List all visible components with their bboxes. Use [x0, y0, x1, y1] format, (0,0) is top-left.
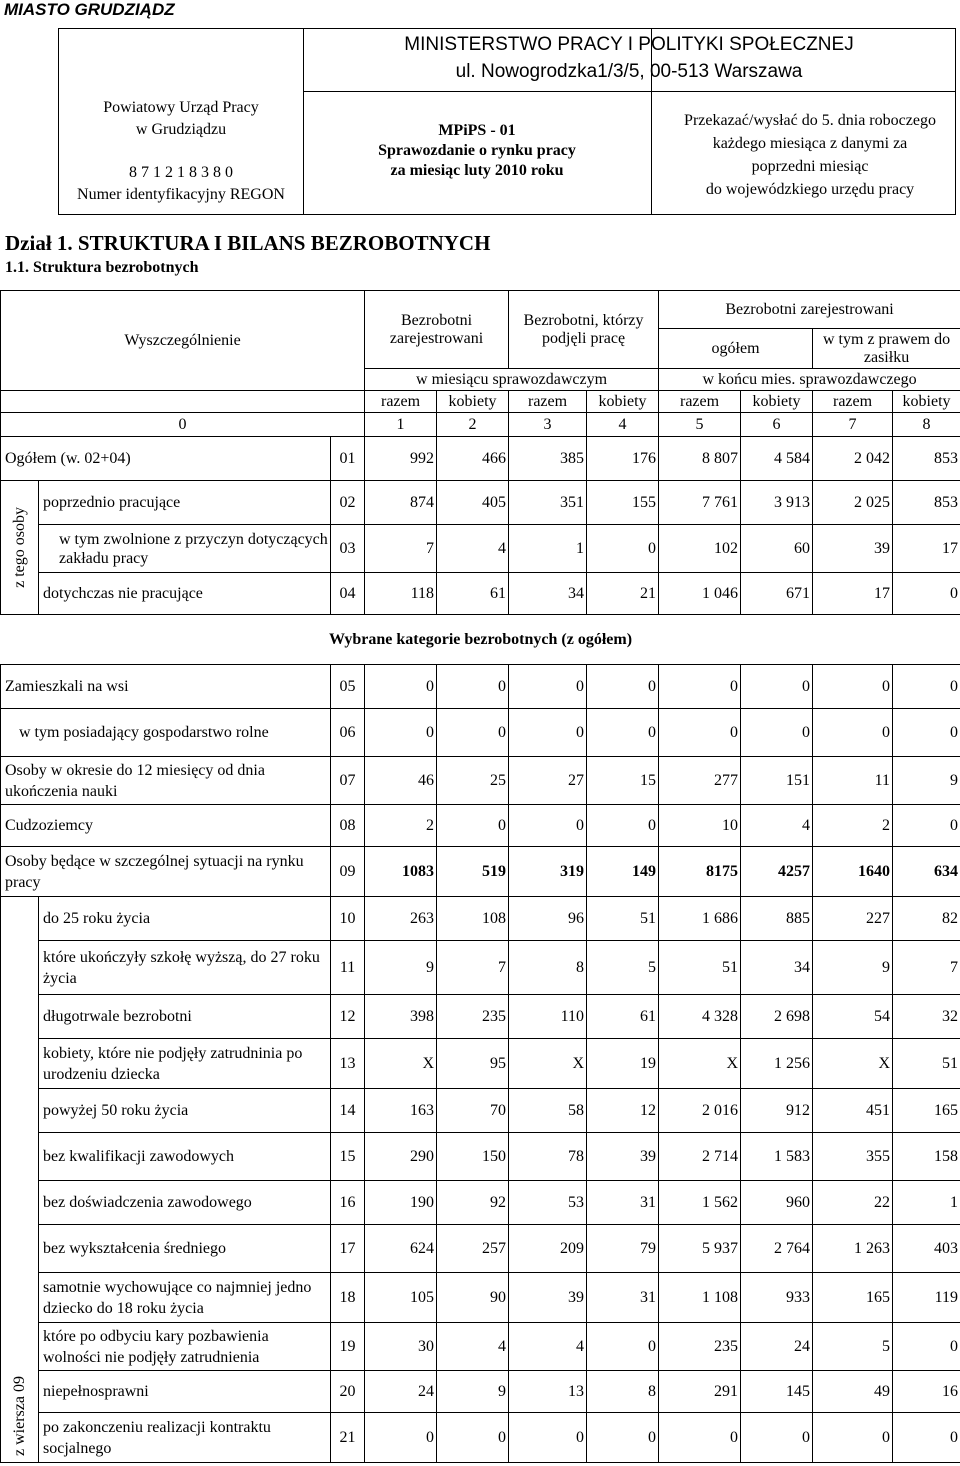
- table-row: Cudzoziemcy 08 2 0 0 0 10 4 2 0: [1, 805, 960, 847]
- table-row: bez kwalifikacji zawodowych 15 290 150 78 39 2 714 1 583 355 158: [1, 1133, 960, 1181]
- table-row: w tym zwolnione z przyczyn dotyczących zakładu pracy 03 7 4 1 0 102 60 39 17: [1, 525, 960, 573]
- col-employed-header: Bezrobotni, którzy podjęli pracę: [509, 291, 659, 369]
- unemployment-table: [0, 290, 960, 1463]
- form-period: za miesiąc luty 2010 roku: [390, 162, 564, 179]
- section-title: Dział 1. STRUKTURA I BILANS BEZROBOTNYCH: [5, 231, 491, 255]
- ministry-name: MINISTERSTWO PRACY I POLITYKI SPOŁECZNEJ: [404, 34, 854, 55]
- office-name: Powiatowy Urząd Pracy w Grudziądzu: [103, 99, 259, 138]
- table-row: Zamieszkali na wsi 05 0 0 0 0 0 0 0 0: [1, 665, 960, 709]
- city-title: MIASTO GRUDZIĄDZ: [4, 0, 175, 19]
- subsection-title: 1.1. Struktura bezrobotnych: [5, 259, 199, 276]
- period-month-header: w miesiącu sprawozdawczym: [365, 369, 659, 391]
- col-spec-header: Wyszczególnienie: [1, 291, 365, 391]
- table-row: długotrwale bezrobotni 12 398 235 110 61 4 328 2 698 54 32: [1, 995, 960, 1039]
- ministry-block: [303, 31, 955, 85]
- table-row: Osoby będące w szczególnej sytuacji na rynku pracy 09 1083 519 319 149 8175 4257 1640 634: [1, 847, 960, 897]
- table-row: Ogółem (w. 02+04) 01 992 466 385 176 8 807 4 584 2 042 853: [1, 437, 960, 481]
- table-row: samotnie wychowujące co najmniej jedno dziecko do 18 roku życia 18 105 90 39 31 1 108 933 165 119: [1, 1273, 960, 1323]
- table-row: bez wykształcenia średniego 17 624 257 209 79 5 937 2 764 1 263 403: [1, 1225, 960, 1273]
- table-row: po zakonczeniu realizacji kontraktu socjalnego 21 0 0 0 0 0 0 0 0: [1, 1413, 960, 1463]
- regon-label: Numer identyfikacyjny REGON: [77, 186, 285, 203]
- col-registered-header: Bezrobotni zarejestrowani: [365, 291, 509, 369]
- table-row: które po odbyciu kary pozbawienia wolności nie podjęły zatrudnienia 19 30 4 4 0 235 24 5 0: [1, 1323, 960, 1371]
- form-code: MPiPS - 01: [438, 122, 516, 139]
- group-label-z-wiersza-09: z wiersza 09: [1, 897, 39, 1463]
- table-row: w tym posiadający gospodarstwo rolne 06 0 0 0 0 0 0 0 0: [1, 709, 960, 757]
- form-name: Sprawozdanie o rynku pracy: [378, 142, 576, 159]
- ministry-address: ul. Nowogrodzka1/3/5, 00-513 Warszawa: [455, 61, 803, 82]
- table-row: z wiersza 09 do 25 roku życia 10 263 108 96 51 1 686 885 227 82: [1, 897, 960, 941]
- table-row: kobiety, które nie podjęły zatrudninia po urodzeniu dziecka 13 X 95 X 19 X 1 256 X 51: [1, 1039, 960, 1089]
- col-total-header: ogółem: [659, 329, 813, 369]
- form-header: [58, 28, 956, 215]
- deadline-note: Przekazać/wysłać do 5. dnia roboczego każdego miesiąca z danymi za poprzedni miesiąc do wojewódzkiego urzędu pracy: [684, 112, 936, 198]
- table-row: bez doświadczenia zawodowego 16 190 92 53 31 1 562 960 22 1: [1, 1181, 960, 1225]
- table-row: które ukończyły szkołę wyższą, do 27 roku życia 11 9 7 8 5 51 34 9 7: [1, 941, 960, 995]
- table-row: Osoby w okresie do 12 miesięcy od dnia ukończenia nauki 07 46 25 27 15 277 151 11 9: [1, 757, 960, 805]
- table-row: powyżej 50 roku życia 14 163 70 58 12 2 016 912 451 165: [1, 1089, 960, 1133]
- period-end-header: w końcu mies. sprawozdawczego: [659, 369, 960, 391]
- form-title-block: [303, 121, 651, 181]
- col-benefit-header: w tym z prawem do zasiłku: [813, 329, 960, 369]
- subheader-row: razem kobiety razem kobiety razem kobiety razem kobiety: [1, 391, 960, 413]
- col-registered-end-header: Bezrobotni zarejestrowani: [659, 291, 960, 329]
- column-number-row: 0 1 2 3 4 5 6 7 8: [1, 413, 960, 437]
- regon-block: [59, 162, 303, 206]
- group-label-z-tego-osoby: z tego osoby: [1, 481, 39, 615]
- regon-number: 8 7 1 2 1 8 3 8 0: [129, 164, 233, 181]
- table-row: z tego osoby poprzednio pracujące 02 874 405 351 155 7 761 3 913 2 025 853: [1, 481, 960, 525]
- table-row: dotychczas nie pracujące 04 118 61 34 21 1 046 671 17 0: [1, 573, 960, 615]
- table-row: niepełnosprawni 20 24 9 13 8 291 145 49 16: [1, 1371, 960, 1413]
- middle-title: Wybrane kategorie bezrobotnych (z ogółem): [328, 630, 633, 648]
